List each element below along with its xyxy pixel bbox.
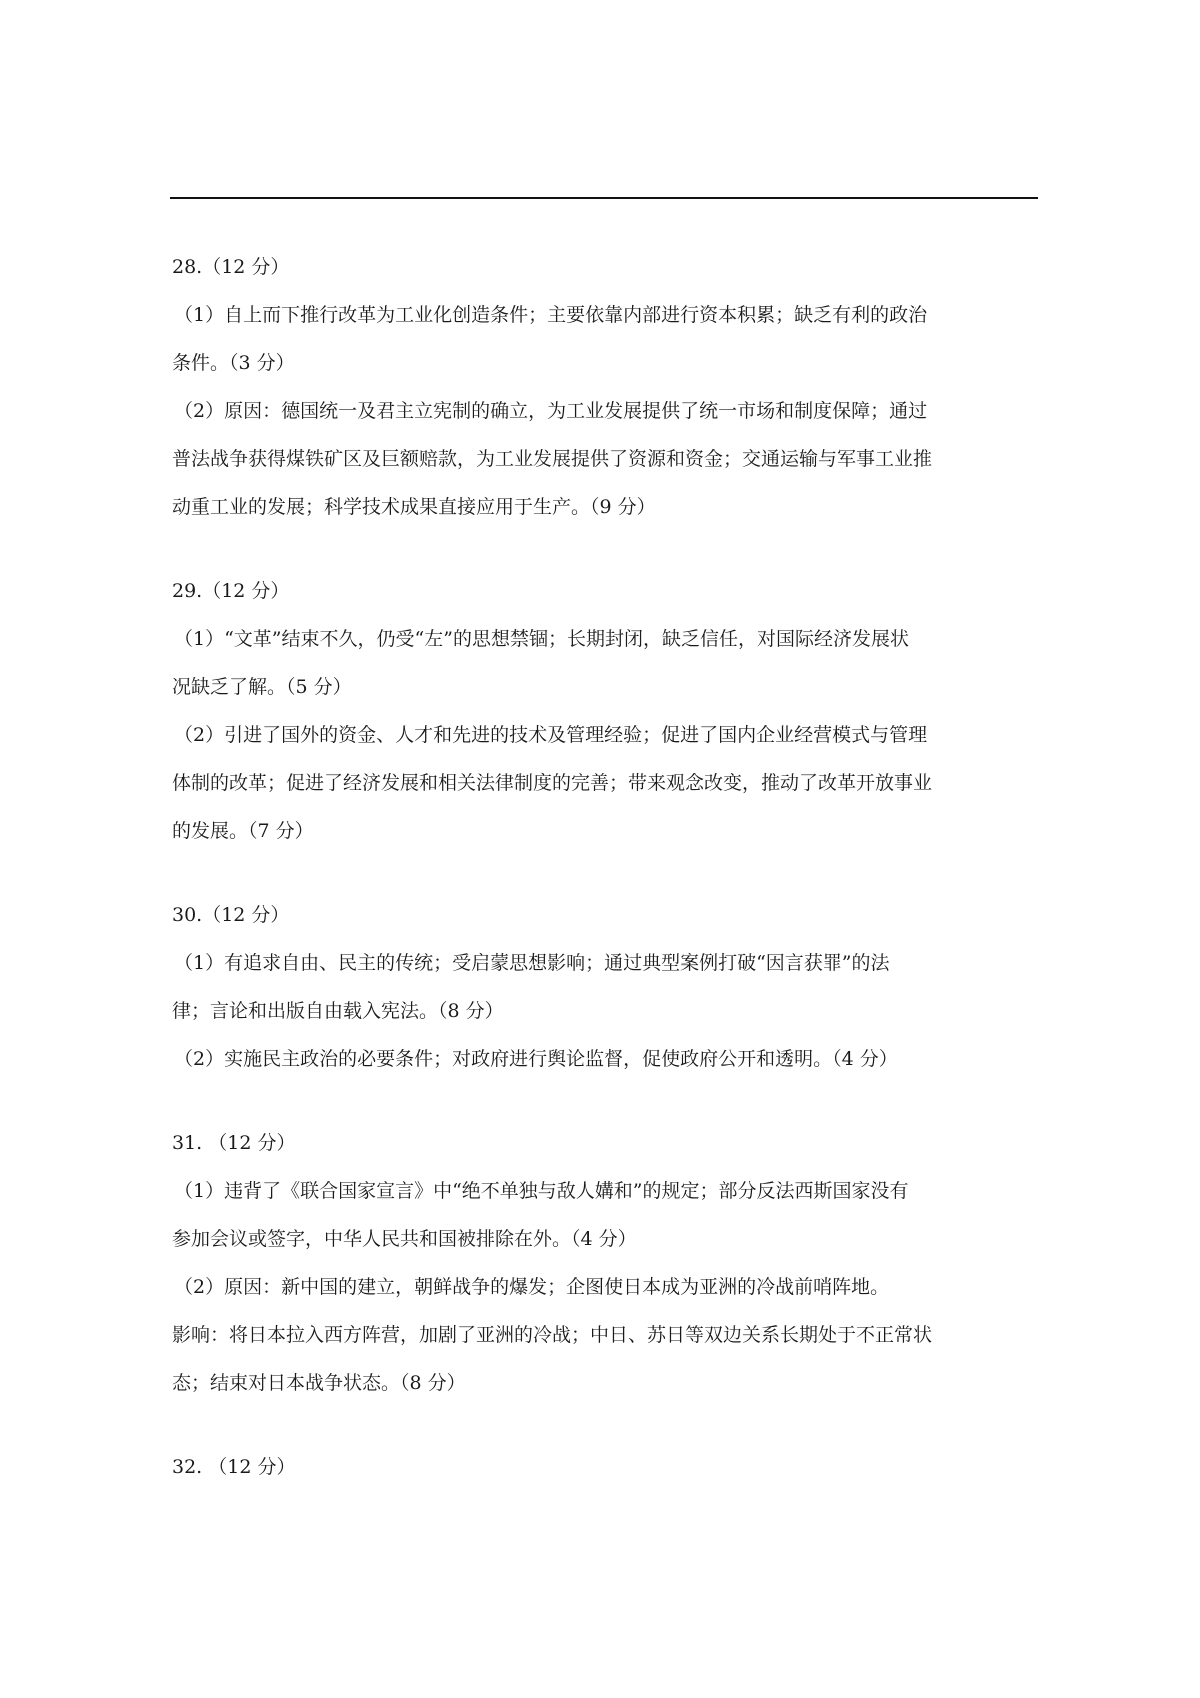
- answer-line: 动重工业的发展；科学技术成果直接应用于生产。（9 分）: [172, 496, 656, 518]
- answer-line: （2）实施民主政治的必要条件；对政府进行舆论监督，促使政府公开和透明。（4 分）: [174, 1048, 898, 1070]
- header-rule: [170, 197, 1038, 199]
- answer-line: （1）有追求自由、民主的传统；受启蒙思想影响；通过典型案例打破“因言获罪”的法: [174, 952, 890, 974]
- answer-line: 况缺乏了解。（5 分）: [172, 676, 352, 698]
- answer-line: 的发展。（7 分）: [172, 820, 314, 842]
- answer-line: （1）自上而下推行改革为工业化创造条件；主要依靠内部进行资本积累；缺乏有利的政治: [174, 304, 928, 326]
- section-heading: 31. （12 分）: [172, 1132, 296, 1154]
- section-heading: 32. （12 分）: [172, 1456, 296, 1478]
- answer-line: （1）违背了《联合国家宣言》中“绝不单独与敌人媾和”的规定；部分反法西斯国家没有: [174, 1180, 909, 1202]
- section-30: [172, 902, 1042, 1072]
- section-32: [172, 1454, 1042, 1480]
- section-heading: 29.（12 分）: [172, 580, 290, 602]
- section-31: [172, 1130, 1042, 1396]
- section-gap: [172, 866, 1042, 902]
- section-29: [172, 578, 1042, 844]
- answer-line: （2）原因：新中国的建立，朝鲜战争的爆发；企图使日本成为亚洲的冷战前哨阵地。: [174, 1276, 890, 1298]
- section-gap: [172, 1094, 1042, 1130]
- answer-line: （2）引进了国外的资金、人才和先进的技术及管理经验；促进了国内企业经营模式与管理: [174, 724, 928, 746]
- section-heading: 30.（12 分）: [172, 904, 290, 926]
- answer-line: （2）原因：德国统一及君主立宪制的确立，为工业发展提供了统一市场和制度保障；通过: [174, 400, 928, 422]
- answer-line: 条件。（3 分）: [172, 352, 295, 374]
- answer-content: [172, 254, 1042, 1502]
- answer-line: 参加会议或签字，中华人民共和国被排除在外。（4 分）: [172, 1228, 637, 1250]
- answer-line: 态；结束对日本战争状态。（8 分）: [172, 1372, 466, 1394]
- answer-line: 律；言论和出版自由载入宪法。（8 分）: [172, 1000, 504, 1022]
- section-gap: [172, 542, 1042, 578]
- section-heading: 28.（12 分）: [172, 256, 290, 278]
- answer-line: （1）“文革”结束不久，仍受“左”的思想禁锢；长期封闭，缺乏信任，对国际经济发展状: [174, 628, 909, 650]
- answer-line: 影响：将日本拉入西方阵营，加剧了亚洲的冷战；中日、苏日等双边关系长期处于不正常状: [172, 1324, 933, 1346]
- section-28: [172, 254, 1042, 520]
- section-gap: [172, 1418, 1042, 1454]
- answer-line: 体制的改革；促进了经济发展和相关法律制度的完善；带来观念改变，推动了改革开放事业: [172, 772, 933, 794]
- answer-line: 普法战争获得煤铁矿区及巨额赔款，为工业发展提供了资源和资金；交通运输与军事工业推: [172, 448, 933, 470]
